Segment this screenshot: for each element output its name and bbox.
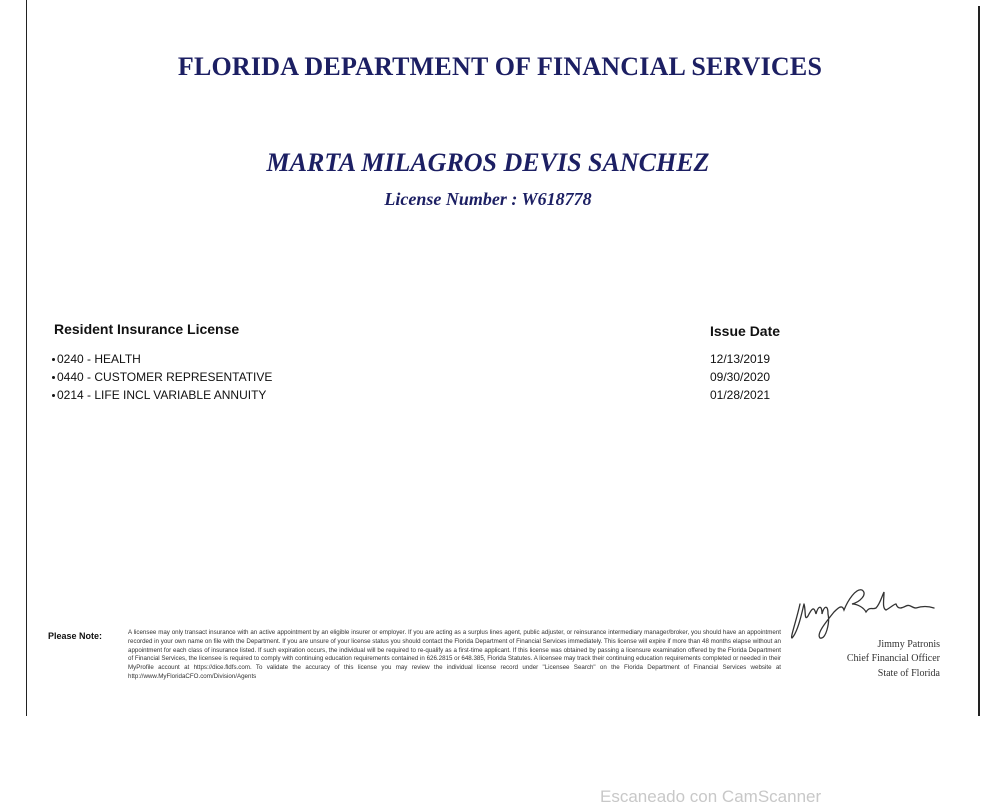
issue-date: 12/13/2019 bbox=[710, 352, 771, 366]
signatory-title: Chief Financial Officer bbox=[846, 653, 940, 664]
license-class-list bbox=[52, 351, 272, 405]
issue-date-header: Issue Date bbox=[710, 323, 781, 339]
list-item bbox=[52, 351, 272, 369]
camscanner-watermark: Escaneado con CamScanner bbox=[600, 787, 822, 806]
signatory-name: Jimmy Patronis bbox=[877, 639, 940, 650]
signature-image bbox=[786, 582, 936, 644]
issue-date-list bbox=[710, 351, 770, 405]
license-section-title: Resident Insurance License bbox=[54, 321, 240, 337]
issue-date: 09/30/2020 bbox=[710, 370, 771, 384]
bullet-icon bbox=[52, 394, 55, 397]
license-number: License Number : W618778 bbox=[384, 189, 592, 209]
bullet-icon bbox=[52, 358, 55, 361]
license-class-label: 0440 - CUSTOMER REPRESENTATIVE bbox=[57, 370, 273, 384]
list-item bbox=[52, 387, 272, 405]
issue-date: 01/28/2021 bbox=[710, 388, 771, 402]
list-item bbox=[52, 369, 272, 387]
bullet-icon bbox=[52, 376, 55, 379]
licensee-name: MARTA MILAGROS DEVIS SANCHEZ bbox=[266, 148, 710, 177]
license-class-label: 0240 - HEALTH bbox=[57, 352, 141, 366]
right-border-line bbox=[978, 6, 980, 716]
signatory-state: State of Florida bbox=[877, 668, 940, 679]
note-text: A licensee may only transact insurance with an active appointment by an eligible insurer or employer. If you are acting as a surplus lines agent, public adjuster, or reinsurance intermediary manager/broker, you should have an appointment recorded in your own name on file with the Department. If you are unsure of your license status you should contact the Florida Department of Financial Services immediately. This license will expire if more than 48 months elapse without an appointment for each class of insurance listed. If such expiration occurs, the individual will be required to re-qualify as a first-time applicant. If this license was obtained by passing a licensure examination offered by the Florida Department of Financial Services, the licensee is required to comply with continuing education requirements contained in 626.2815 or 648.385, Florida Statutes. A licensee may track their continuing education requirements completed or needed in their MyProfile account at https://dice.fldfs.com. To validate the accuracy of this license you may review the individual license record under "Licensee Search" on the Florida Department of Financial Services website at http://www.MyFloridaCFO.com/Division/Agents bbox=[128, 629, 781, 680]
note-label: Please Note: bbox=[48, 631, 103, 641]
license-class-label: 0214 - LIFE INCL VARIABLE ANNUITY bbox=[57, 388, 267, 402]
department-title: FLORIDA DEPARTMENT OF FINANCIAL SERVICES bbox=[177, 52, 823, 81]
left-border-line bbox=[26, 0, 27, 716]
